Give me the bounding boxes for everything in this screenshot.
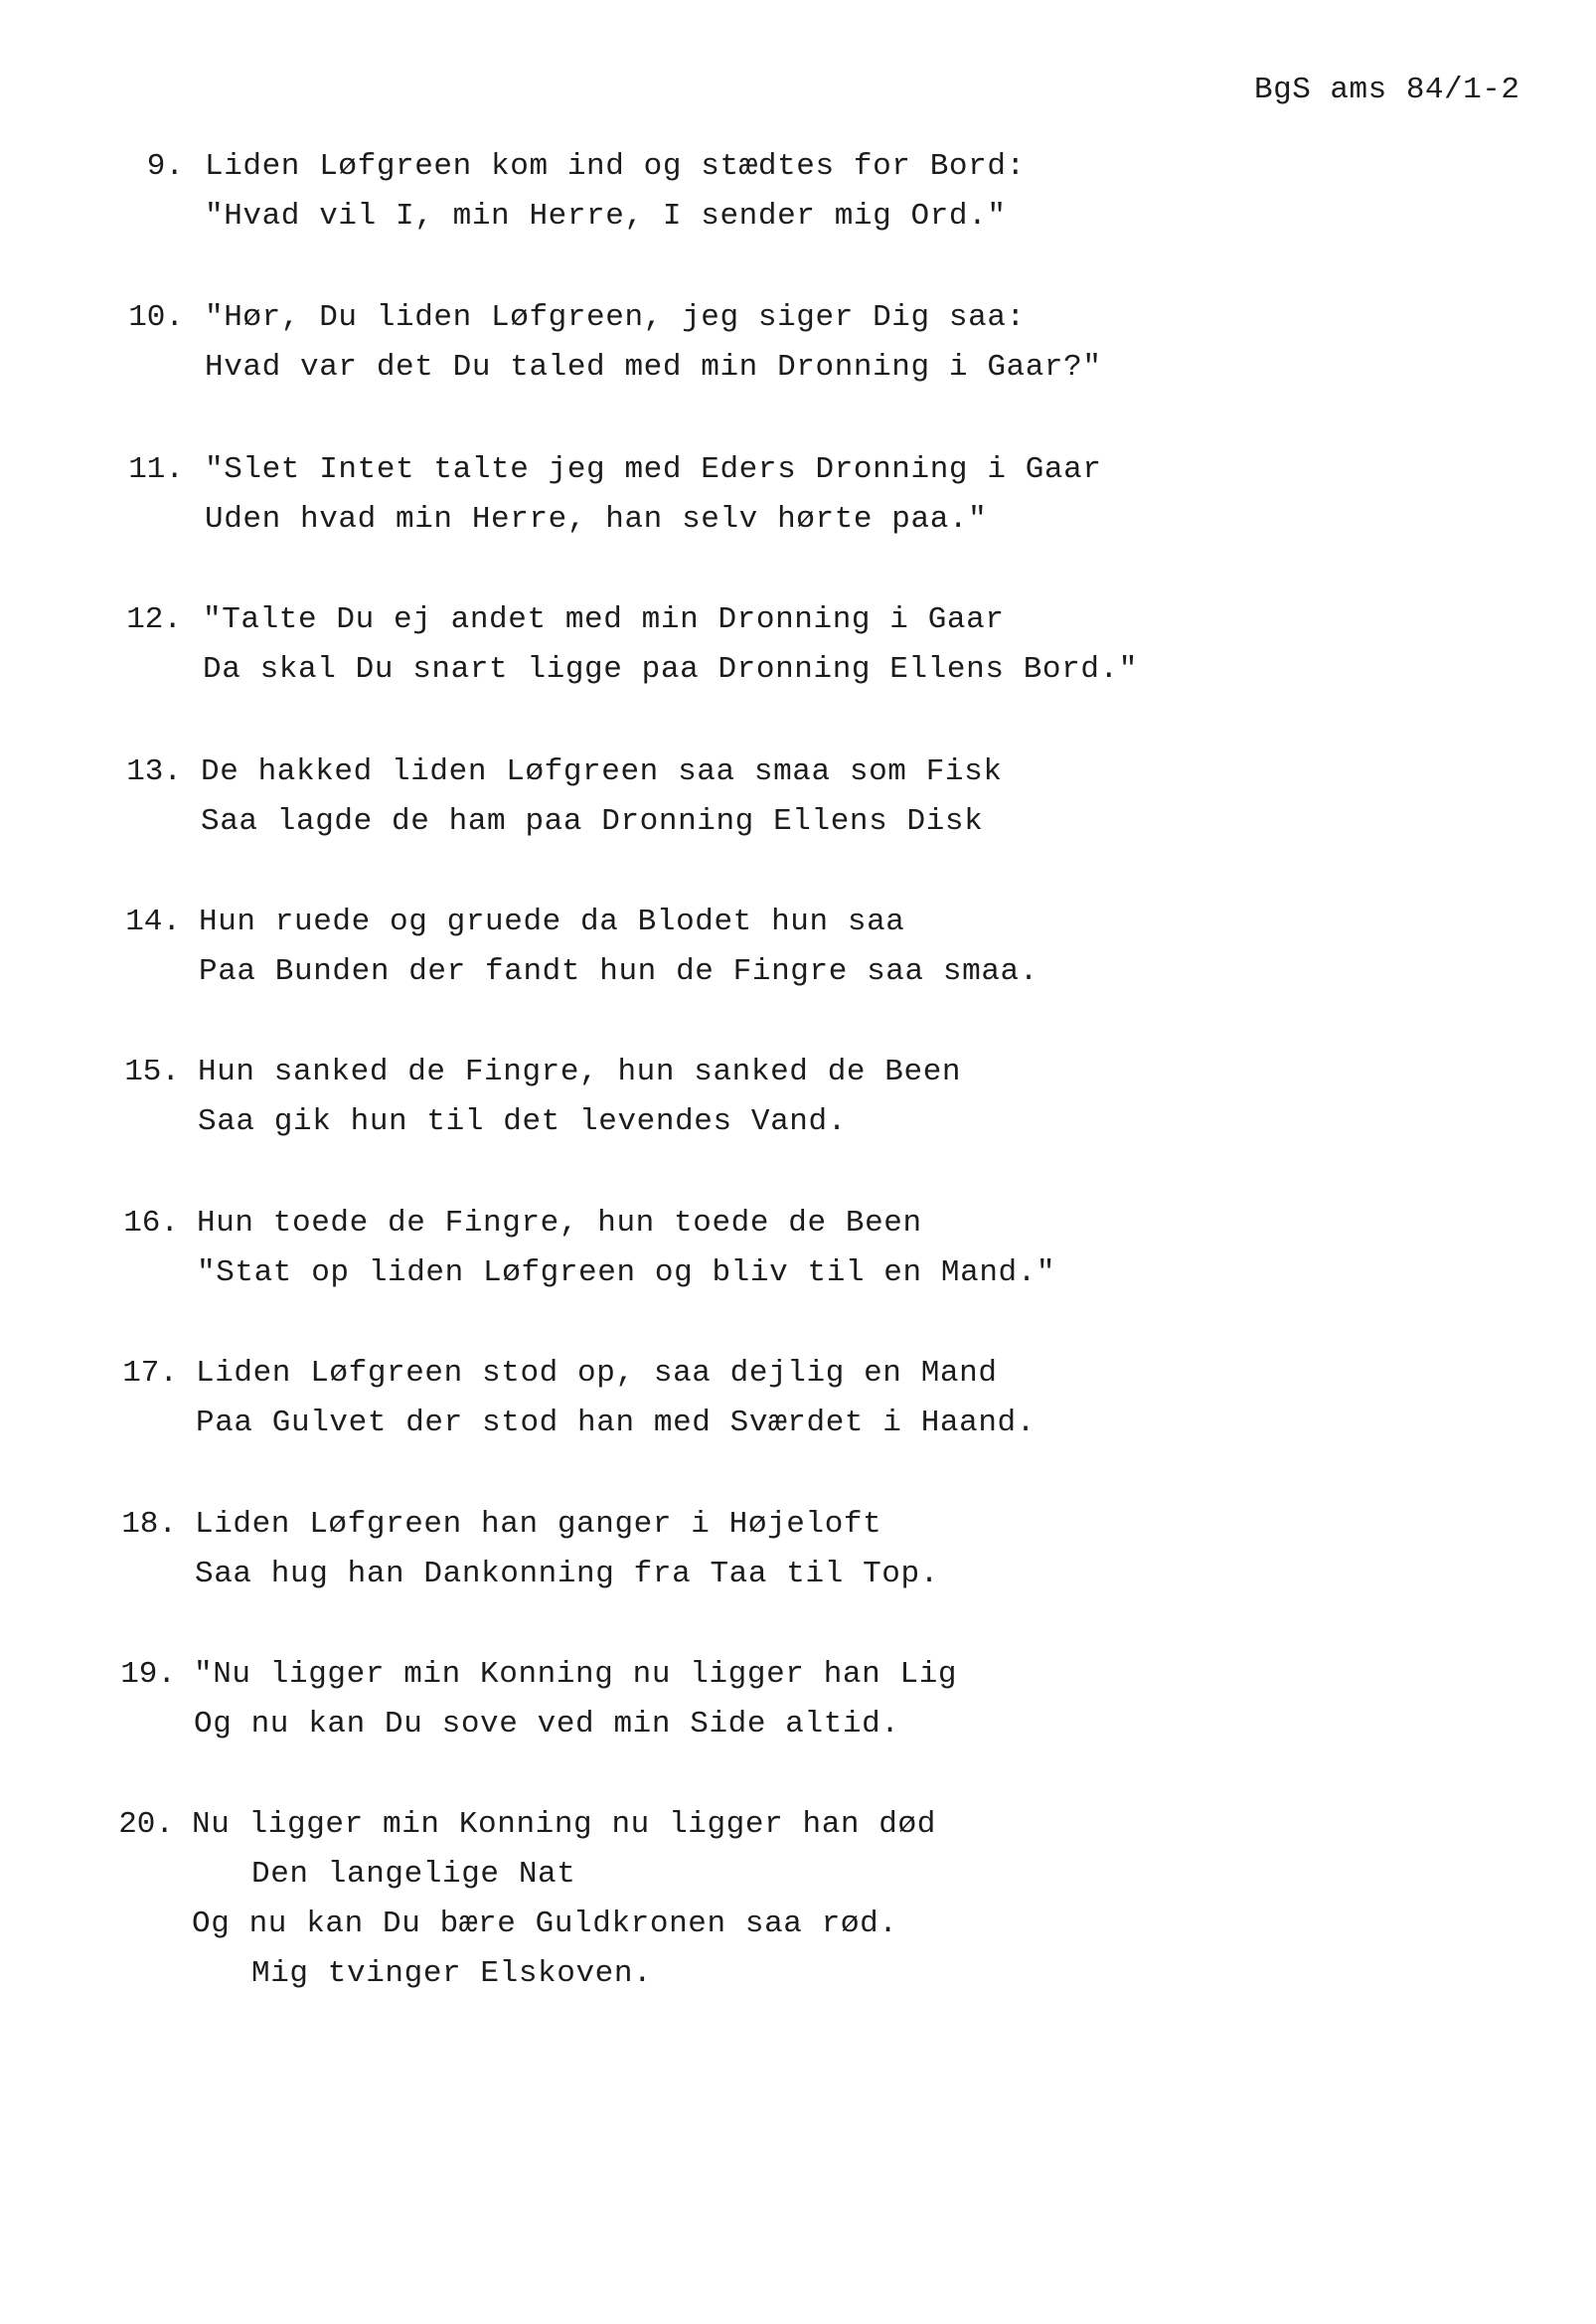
verse-line: Liden Løfgreen stod op, saa dejlig en Mand: [196, 1356, 998, 1391]
verse-line: "Stat op liden Løfgreen og bliv til en Mand.": [197, 1255, 1056, 1290]
verse-line: Nu ligger min Konning nu ligger han død: [192, 1807, 936, 1842]
stanza-number: 17.: [122, 1356, 178, 1391]
verse-line: Hun sanked de Fingre, hun sanked de Been: [198, 1055, 962, 1089]
verse-line: Paa Bunden der fandt hun de Fingre saa smaa.: [199, 954, 1038, 989]
verse-line: Saa lagde de ham paa Dronning Ellens Disk: [201, 804, 984, 839]
verse-line: Saa hug han Dankonning fra Taa til Top.: [195, 1557, 939, 1591]
stanza-number: 20.: [118, 1807, 174, 1842]
verse-line: Paa Gulvet der stod han med Sværdet i Haand.: [196, 1406, 1036, 1440]
stanza-number: 15.: [124, 1055, 180, 1089]
stanza-number: 19.: [120, 1657, 176, 1692]
verse-line: Den langelige Nat: [251, 1857, 576, 1892]
verse-line: "Hør, Du liden Løfgreen, jeg siger Dig saa:: [205, 300, 1026, 335]
stanza-number: 10.: [128, 300, 184, 335]
verse-line: "Slet Intet talte jeg med Eders Dronning i Gaar: [205, 452, 1102, 487]
verse-line: Saa gik hun til det levendes Vand.: [198, 1104, 847, 1139]
verse-line: Og nu kan Du bære Guldkronen saa rød.: [192, 1907, 898, 1941]
verse-line: Og nu kan Du sove ved min Side altid.: [194, 1707, 900, 1742]
stanza-number: 18.: [121, 1507, 177, 1542]
stanza-number: 12.: [126, 602, 182, 637]
verse-line: "Talte Du ej andet med min Dronning i Gaar: [203, 602, 1005, 637]
document-reference: BgS ams 84/1-2: [1254, 73, 1520, 107]
verse-line: "Nu ligger min Konning nu ligger han Lig: [194, 1657, 958, 1692]
stanza-number: 11.: [128, 452, 184, 487]
verse-line: Hun toede de Fingre, hun toede de Been: [197, 1206, 922, 1241]
stanza-number: 9.: [146, 149, 184, 184]
verse-line: Hun ruede og gruede da Blodet hun saa: [199, 905, 905, 939]
verse-line: Mig tvinger Elskoven.: [251, 1956, 653, 1991]
stanza-number: 14.: [125, 905, 181, 939]
verse-line: Liden Løfgreen kom ind og stædtes for Bord:: [205, 149, 1026, 184]
verse-line: Hvad var det Du taled med min Dronning i Gaar?": [205, 350, 1102, 385]
stanza-number: 16.: [123, 1206, 179, 1241]
verse-line: Uden hvad min Herre, han selv hørte paa.": [205, 502, 988, 537]
verse-line: Liden Løfgreen han ganger i Højeloft: [195, 1507, 882, 1542]
verse-line: "Hvad vil I, min Herre, I sender mig Ord.": [205, 199, 1007, 234]
verse-line: Da skal Du snart ligge paa Dronning Ellens Bord.": [203, 652, 1138, 687]
verse-line: De hakked liden Løfgreen saa smaa som Fisk: [201, 754, 1003, 789]
stanza-number: 13.: [126, 754, 182, 789]
